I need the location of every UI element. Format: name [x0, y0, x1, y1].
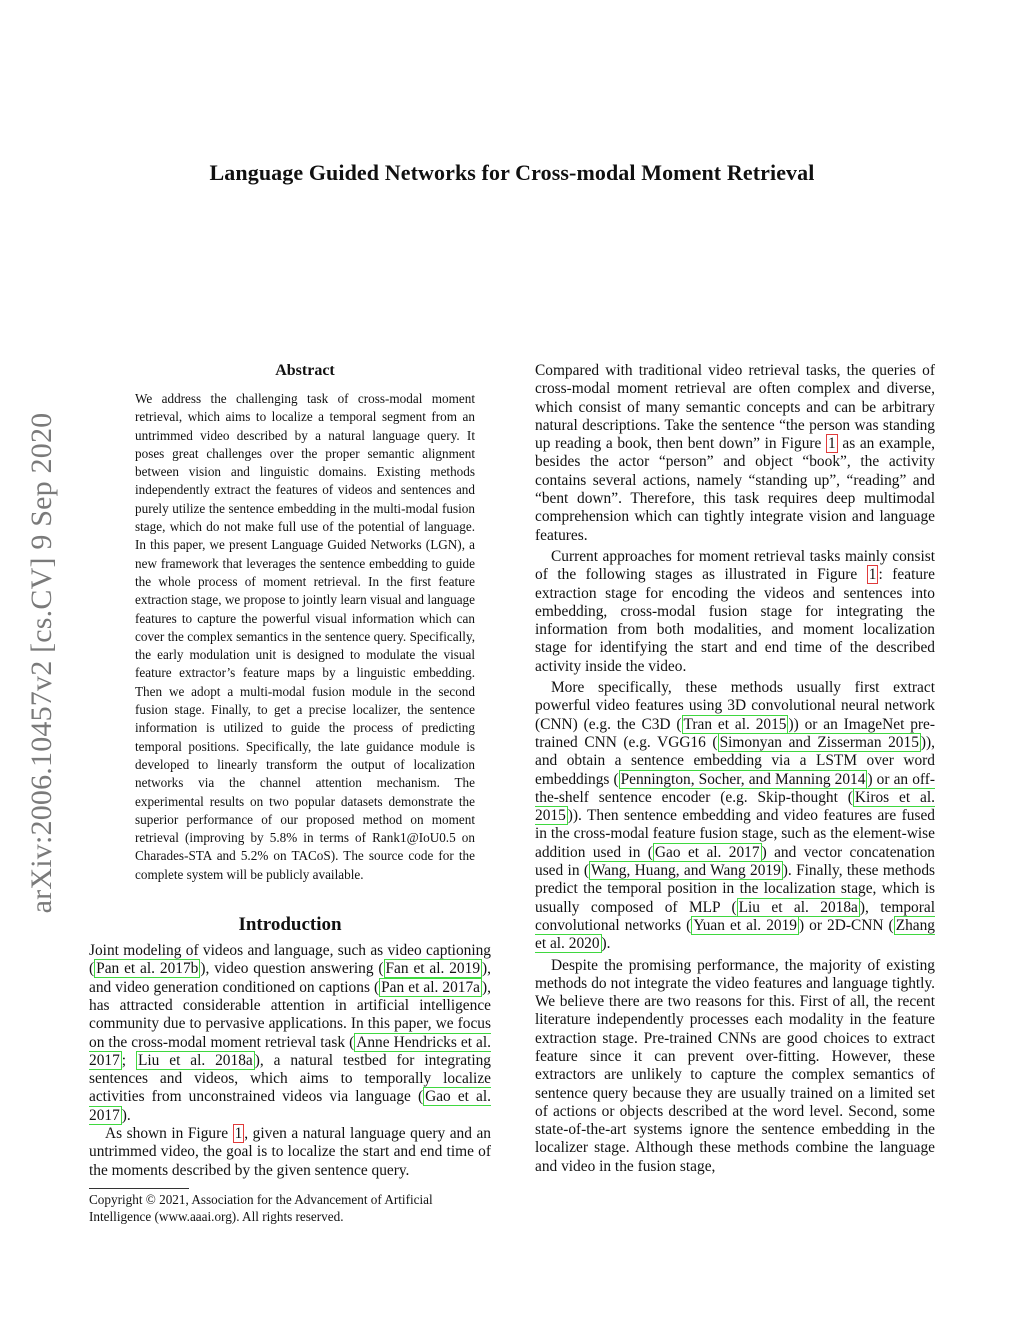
- arxiv-stamp-container: [22, 365, 62, 960]
- text-run: ) and vector concatenation used in (: [535, 843, 936, 880]
- right-paragraph-4: Despite the promising performance, the majority of existing methods do not integrate the video features and language tightly. We believe there are two reasons for this. First of all, the recent literature independently processes each modality in the feature extraction stage. Pre-trained CNNs are good choices to extract feature since it can prevent over-fitting. However, these extractors are unlikely to capture the complex semantics of sentence query because they are usually trained on a limited set of actions or objects described at the word level. Second, some state-of-the-art systems ignore the sentence embedding in the localizer stage. Although these methods combine the language and video in the fusion stage,: [535, 956, 935, 1175]
- text-run: ), temporal convolutional networks (: [535, 898, 935, 934]
- text-run: ) or 2D-CNN (: [798, 916, 894, 934]
- text-run: Joint modeling of videos and language, such as video captioning (: [89, 942, 491, 978]
- citation-link[interactable]: Wang, Huang, and Wang 2019: [590, 862, 781, 880]
- text-run: Compared with traditional video retrieval tasks, the queries of cross-modal moment retrieval are often complex and diverse, which consist of many semantic concepts and can be arbitrary natural descriptions. Take the sentence “the person was standing up reading a book, then bent down” in Figure: [535, 362, 935, 453]
- right-paragraph-2: [535, 548, 935, 676]
- right-paragraph-3: [535, 679, 935, 953]
- footnote-rule: [89, 1188, 189, 1189]
- citation-link[interactable]: Liu et al. 2018a: [137, 1051, 253, 1069]
- citation-link[interactable]: Fan et al. 2019: [385, 960, 481, 978]
- introduction-heading: Introduction: [238, 914, 342, 936]
- text-run: ) or an off-the-shelf sentence encoder (e.g. Skip-thought (: [535, 770, 935, 806]
- abstract-section: [135, 362, 475, 884]
- text-run: More specifically, these methods usually first extract powerful video features using 3D convolutional neural network (CNN) (e.g. the C3D (: [535, 679, 935, 733]
- text-run: ), a natural testbed for integrating sentences and videos, which aims to temporally localize activities from unconstrained videos via language (: [89, 1051, 491, 1106]
- text-run: ), and video generation conditioned on captions (: [89, 960, 491, 996]
- citation-link[interactable]: Kiros et al. 2015: [535, 788, 935, 825]
- text-run: ), video question answering (: [200, 960, 384, 978]
- text-run: )), and obtain a sentence embedding via a LSTM over word embeddings (: [535, 733, 936, 788]
- arxiv-stamp: arXiv:2006.10457v2 [cs.CV] 9 Sep 2020: [25, 412, 58, 913]
- left-column: [89, 362, 491, 1225]
- intro-paragraph-2: [89, 1125, 491, 1180]
- text-run: ).: [601, 935, 611, 953]
- intro-paragraph-1: [89, 942, 491, 1125]
- abstract-heading: Abstract: [275, 362, 335, 379]
- citation-link[interactable]: Gao et al. 2017: [89, 1088, 491, 1124]
- text-run: Current approaches for moment retrieval tasks mainly consist of the following stages as illustrated in Figure: [535, 547, 935, 584]
- paper-title: Language Guided Networks for Cross-modal Moment Retrieval: [209, 160, 815, 185]
- text-run: : feature extraction stage for encoding the videos and sentences into embedding, cross-modal fusion stage for integrating the information from both modalities, and moment localization stage for identifying the start and end time of the described activity inside the video.: [535, 566, 935, 675]
- copyright-footnote: Copyright © 2021, Association for the Advancement of Artificial Intelligence (www.aaai.org). All rights reserved.: [89, 1191, 433, 1224]
- text-run: ;: [121, 1051, 136, 1069]
- text-run: )) or an ImageNet pre-trained CNN (e.g. VGG16 (: [535, 715, 935, 751]
- text-run: )). Then sentence embedding and video features are fused in the cross-modal feature fusion stage, such as the element-wise addition used in (: [535, 807, 935, 861]
- citation-link[interactable]: Simonyan and Zisserman 2015: [719, 733, 919, 751]
- citation-link[interactable]: Tran et al. 2015: [683, 715, 787, 733]
- citation-link[interactable]: Pan et al. 2017b: [96, 960, 199, 978]
- citation-link[interactable]: Liu et al. 2018a: [738, 898, 858, 916]
- figure-ref-link[interactable]: 1: [234, 1124, 243, 1142]
- text-run: ).: [121, 1106, 131, 1124]
- citation-link[interactable]: Pan et al. 2017a: [381, 978, 481, 996]
- citation-link[interactable]: Zhang et al. 2020: [535, 916, 936, 953]
- right-column: [535, 362, 935, 1176]
- citation-link[interactable]: Anne Hendricks et al. 2017: [89, 1033, 491, 1069]
- figure-ref-link[interactable]: 1: [828, 435, 836, 453]
- citation-link[interactable]: Gao et al. 2017: [654, 843, 760, 861]
- abstract-text: We address the challenging task of cross-modal moment retrieval, which aims to localize a temporal segment from an untrimmed video described by a natural language query. It poses great challenges over the proper semantic alignment between vision and linguistic domains. Existing methods independently extract the features of videos and sentences and purely utilize the sentence embedding in the multi-modal fusion stage, which do not make full use of the potential of language. In this paper, we present Language Guided Networks (LGN), a new framework that leverages the sentence embedding to guide the whole process of moment retrieval. In the first feature extraction stage, we propose to jointly learn visual and language features to capture the powerful visual information which can cover the complex semantics in the sentence query. Specifically, the early modulation unit is designed to modulate the visual feature extractor’s feature maps by a linguistic embedding. Then we adopt a multi-modal fusion module in the second fusion stage. Finally, to get a precise localizer, the sentence information is utilized to guide the process of predicting temporal positions. Specifically, the late guidance module is developed to linearly transform the output of localization networks via the channel attention mechanism. The experimental results on two popular datasets demonstrate the superior performance of our proposed method on moment retrieval (improving by 5.8% in terms of Rank1@IoU0.5 on Charades-STA and 5.2% on TACoS). The source code for the complete system will be publicly available.: [135, 391, 475, 882]
- text-run: As shown in Figure: [105, 1124, 233, 1142]
- citation-link[interactable]: Pennington, Socher, and Manning 2014: [620, 770, 866, 788]
- citation-link[interactable]: Yuan et al. 2019: [693, 916, 797, 934]
- text-run: , given a natural language query and an untrimmed video, the goal is to localize the start and end time of the moments described by the given sentence query.: [89, 1124, 491, 1179]
- text-run: ). Finally, these methods predict the temporal position in the localization stage, which is usually composed of MLP (: [535, 862, 935, 916]
- text-run: ), has attracted considerable attention in artificial intelligence community due to pervasive applications. In this paper, we focus on the cross-modal moment retrieval task (: [89, 978, 491, 1051]
- right-paragraph-1: [535, 362, 935, 545]
- figure-ref-link[interactable]: 1: [868, 566, 877, 584]
- text-run: as an example, besides the actor “person” and object “book”, the activity contains several actions, namely “standing up”, “reading” and “bent down”. Therefore, this task requires deep multimodal comprehension which can tightly integrate vision and language features.: [535, 435, 936, 544]
